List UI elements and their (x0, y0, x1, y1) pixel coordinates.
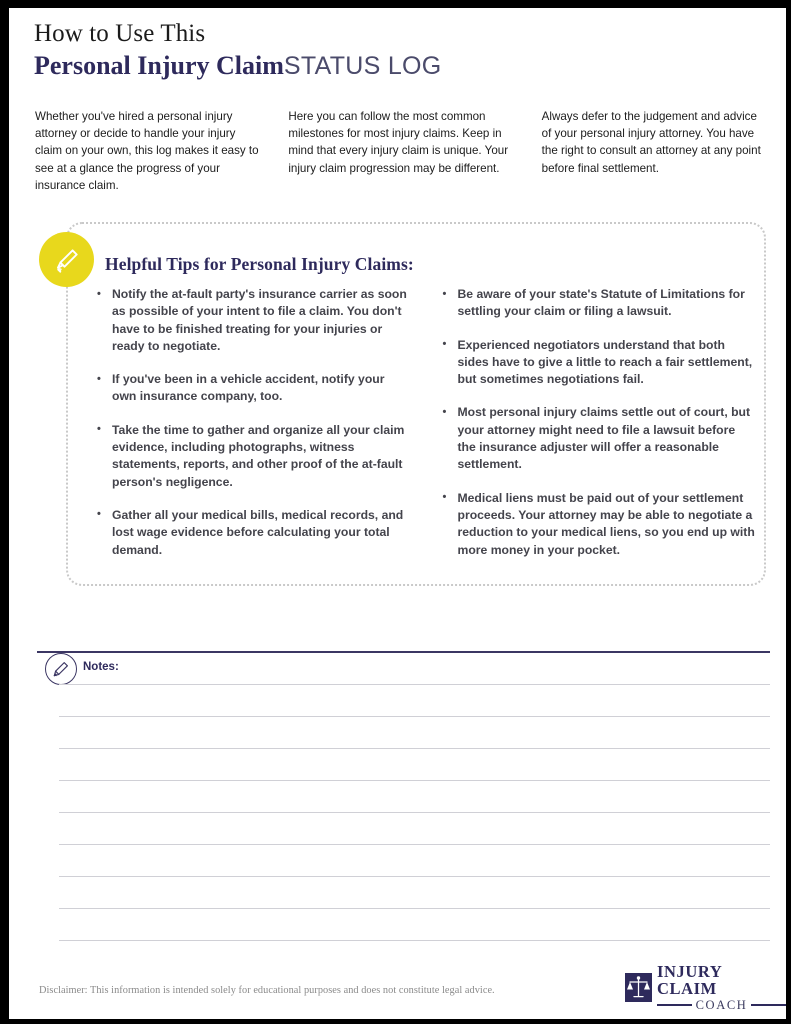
page-title (34, 20, 754, 81)
notes-label: Notes: (83, 661, 119, 673)
tips-list-left (95, 286, 410, 559)
note-line[interactable] (59, 780, 770, 781)
disclaimer-text: Disclaimer: This information is intended solely for educational purposes and does not constitute legal advice. (39, 985, 495, 996)
scales-of-justice-icon (625, 973, 652, 1002)
title-line-2 (34, 50, 754, 81)
list-item: • Be aware of your state's Statute of Limitations for settling your claim or filing a lawsuit. (441, 286, 756, 321)
injury-claim-coach-logo (625, 963, 786, 1012)
note-line[interactable] (59, 812, 770, 813)
note-line[interactable] (59, 716, 770, 717)
intro-column-2: Here you can follow the most common milestones for most injury claims. Keep in mind that every injury claim is unique. Your injury claim progression may be different. (288, 110, 509, 175)
tips-heading: Helpful Tips for Personal Injury Claims: (105, 254, 414, 274)
notes-divider (37, 651, 770, 653)
list-item: • Gather all your medical bills, medical records, and lost wage evidence before calculating your total demand. (95, 507, 410, 559)
note-line[interactable] (59, 844, 770, 845)
intro-columns (35, 108, 769, 194)
note-line[interactable] (59, 940, 770, 941)
notes-writing-lines[interactable] (59, 684, 770, 972)
list-item: • Most personal injury claims settle out of court, but your attorney might need to file a lawsuit before the insurance adjuster will offer a reasonable settlement. (441, 404, 756, 473)
note-line[interactable] (59, 908, 770, 909)
title-line-1: How to Use This (34, 20, 206, 47)
tips-list-right (441, 286, 756, 559)
highlighter-pen-icon (39, 232, 94, 287)
list-item: • Take the time to gather and organize all your claim evidence, including photographs, witness statements, reports, and other proof of the at-fault person's negligence. (95, 422, 410, 491)
logo-wordmark (657, 963, 786, 1012)
list-item: • Medical liens must be paid out of your settlement proceeds. Your attorney may be able to negotiate a reduction to your medical liens, so you end up with more money in your pocket. (441, 490, 756, 559)
logo-bottom-row (657, 999, 786, 1012)
note-line[interactable] (59, 748, 770, 749)
list-item: • If you've been in a vehicle accident, notify your own insurance company, too. (95, 371, 410, 406)
tips-columns (95, 286, 755, 575)
intro-column-1: Whether you've hired a personal injury attorney or decide to handle your injury claim on your own, this log makes it easy to see at a glance the progress of your insurance claim. (35, 110, 259, 192)
intro-column-3: Always defer to the judgement and advice of your personal injury attorney. You have the right to consult an attorney at any point before final settlement. (541, 110, 761, 175)
tips-column-left (95, 286, 410, 575)
pencil-icon (45, 653, 77, 685)
list-item: • Notify the at-fault party's insurance carrier as soon as possible of your intent to file a claim. You don't have to be finished treating for your injuries or ready to negotiate. (95, 286, 410, 355)
logo-top-text: INJURY CLAIM (657, 962, 722, 999)
tips-column-right (441, 286, 756, 575)
note-line[interactable] (59, 684, 770, 685)
list-item: • Experienced negotiators understand that both sides have to give a little to reach a fair settlement, but sometimes negotiations fail. (441, 337, 756, 389)
title-light: STATUS LOG (283, 51, 442, 80)
logo-bottom-text: COACH (695, 997, 748, 1012)
logo-rule-right (751, 1004, 786, 1006)
logo-rule-left (657, 1004, 692, 1006)
title-strong: Personal Injury Claim (34, 50, 284, 80)
note-line[interactable] (59, 876, 770, 877)
document-sheet (9, 8, 786, 1019)
